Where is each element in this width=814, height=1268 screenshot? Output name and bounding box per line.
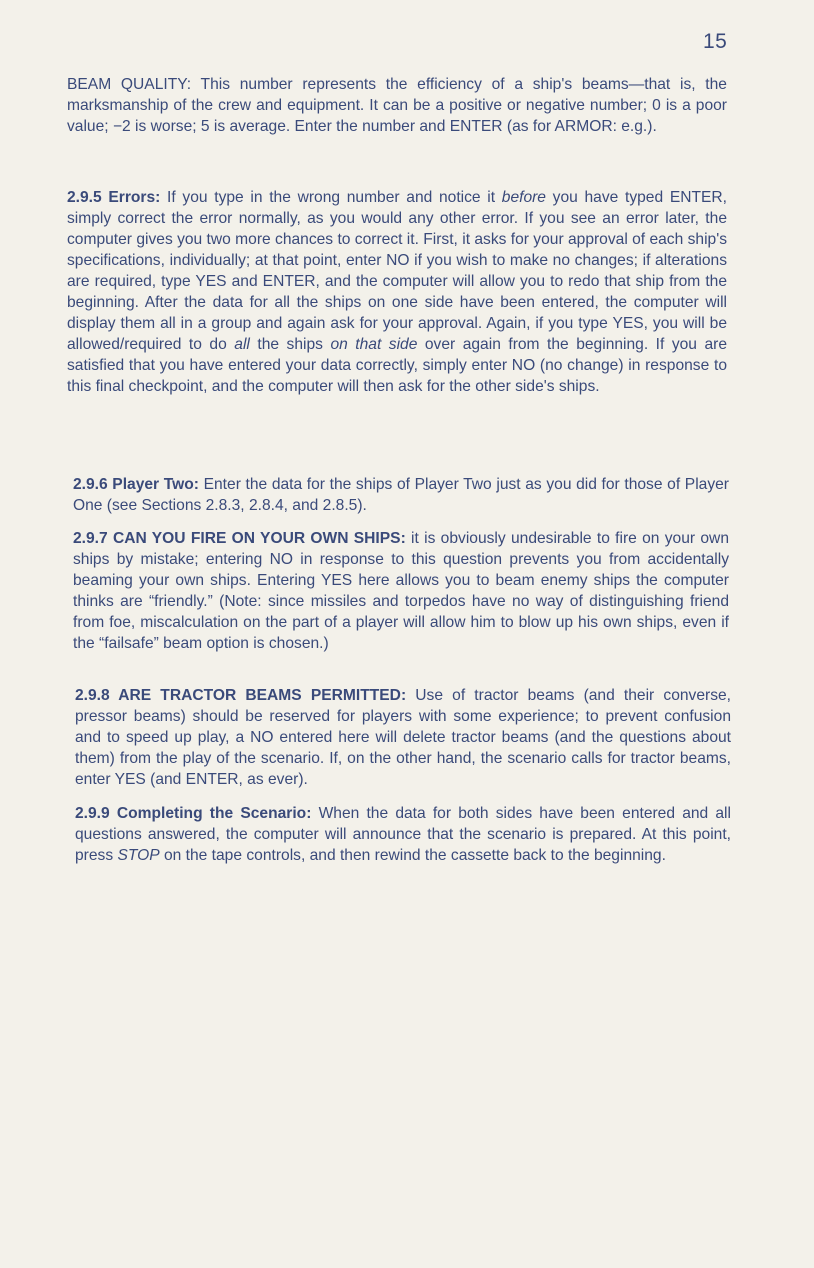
- completing-emphasis-stop: STOP: [117, 847, 160, 864]
- completing-scenario-paragraph: [75, 803, 731, 866]
- errors-paragraph: [67, 187, 727, 397]
- completing-scenario-heading: 2.9.9 Completing the Scenario:: [75, 805, 312, 822]
- completing-scenario-text-1: When the data for both sides have been entered and all questions answered, the computer will announce that the scenario is prepared. At this point, press: [75, 805, 731, 864]
- player-two-text: Enter the data for the ships of Player Two just as you did for those of Player One (see Sections 2.8.3, 2.8.4, and 2.8.5).: [73, 476, 729, 514]
- errors-text-4: over again from the beginning. If you are satisfied that you have entered your data correctly, simply enter NO (no change) in response to this final checkpoint, and the computer will then ask for the other side's ships.: [67, 336, 727, 395]
- errors-text-1: If you type in the wrong number and notice it: [160, 189, 502, 206]
- errors-heading: 2.9.5 Errors:: [67, 189, 161, 206]
- beam-quality-paragraph: [67, 74, 727, 137]
- page-number: 15: [703, 30, 728, 53]
- fire-own-ships-paragraph: [73, 528, 729, 654]
- errors-emphasis-all: all: [234, 336, 250, 353]
- errors-emphasis-side: on that side: [330, 336, 418, 353]
- completing-scenario-text-2: on the tape controls, and then rewind the cassette back to the beginning.: [159, 847, 666, 864]
- errors-text-3: the ships: [249, 336, 331, 353]
- errors-emphasis-before: before: [501, 189, 546, 206]
- errors-text-2: you have typed ENTER, simply correct the error normally, as you would any other error. If you see an error later, the computer gives you two more chances to correct it. First, it asks for your approval of each ship's specifications, individually; at that point, enter NO if you wish to make no changes; if alterations are required, type YES and ENTER, and the computer will allow you to redo that ship from the beginning. After the data for all the ships on one side have been entered, the computer will display them all in a group and again ask for your approval. Again, if you type YES, you will be allowed/required to do: [67, 189, 728, 353]
- fire-own-ships-heading: 2.9.7 CAN YOU FIRE ON YOUR OWN SHIPS:: [73, 530, 406, 547]
- tractor-beams-text: Use of tractor beams (and their converse, pressor beams) should be reserved for players with some experience; to prevent confusion and to speed up play, a NO entered here will delete tractor beams (and the questions about them) from the play of the scenario. If, on the other hand, the scenario calls for tractor beams, enter YES (and ENTER, as ever).: [75, 687, 731, 788]
- fire-own-ships-text: it is obviously undesirable to fire on your own ships by mistake; entering NO in response to this question prevents you from accidentally beaming your own ships. Entering YES here allows you to beam enemy ships the computer thinks are “friendly.” (Note: since missiles and torpedos have no way of distinguishing friend from foe, miscalculation on the part of a player will allow him to blow up his own ships, even if the “failsafe” beam option is chosen.): [73, 530, 729, 652]
- beam-quality-text: BEAM QUALITY: This number represents the efficiency of a ship's beams—that is, the marksmanship of the crew and equipment. It can be a positive or negative number; 0 is a poor value; −2 is worse; 5 is average. Enter the number and ENTER (as for ARMOR: e.g.).: [67, 76, 727, 135]
- player-two-paragraph: [73, 474, 729, 516]
- tractor-beams-paragraph: [75, 685, 731, 790]
- tractor-beams-heading: 2.9.8 ARE TRACTOR BEAMS PERMITTED:: [75, 687, 407, 704]
- player-two-heading: 2.9.6 Player Two:: [73, 476, 199, 493]
